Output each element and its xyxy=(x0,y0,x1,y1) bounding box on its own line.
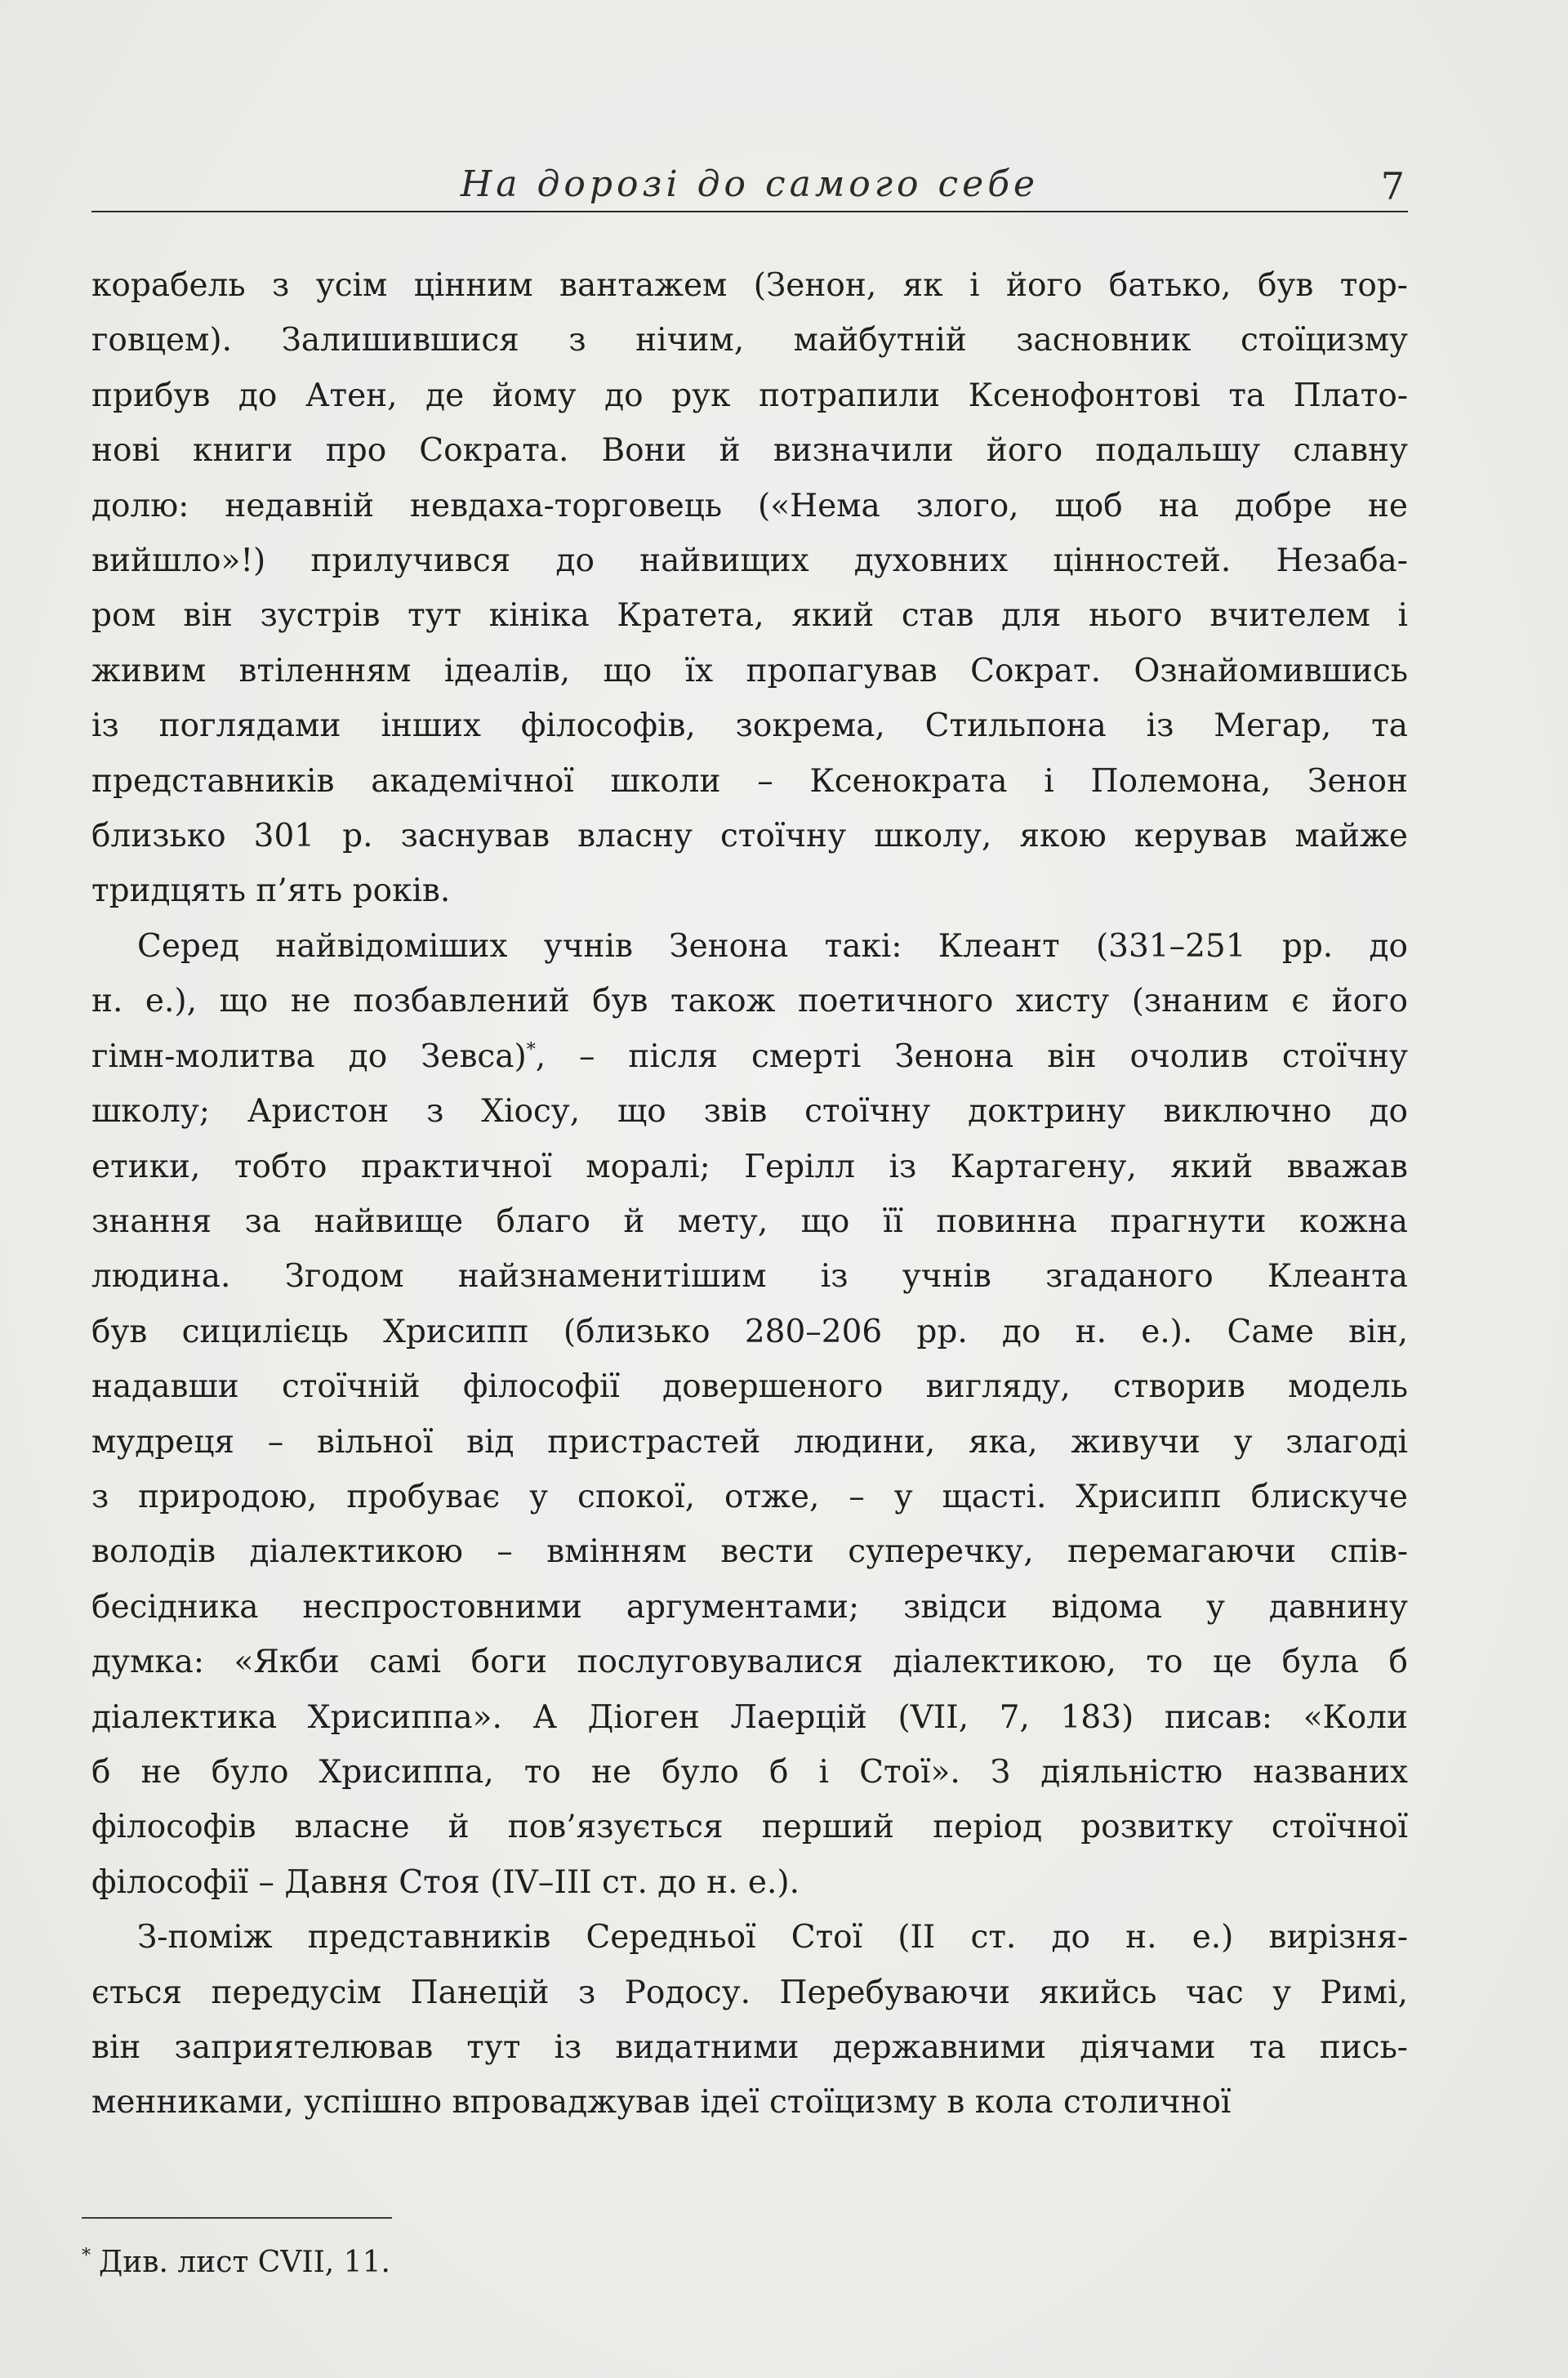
text-line: ром він зустрів тут кініка Кратета, який став для нього вчителем і xyxy=(91,597,1408,635)
text-line: думка: «Якби самі боги послуговувалися діалектикою, то це була б xyxy=(91,1644,1408,1681)
text-line: діалектика Хрисиппа». А Діоген Лаерцій (VII, 7, 183) писав: «Коли xyxy=(91,1698,1408,1736)
text-line: б не було Хрисиппа, то не було б і Стої». З діяльністю названих xyxy=(91,1753,1408,1791)
running-head xyxy=(91,160,1408,212)
footnote xyxy=(82,2242,390,2283)
text-line: знання за найвище благо й мету, що її повинна прагнути кожна xyxy=(91,1202,1408,1240)
text-line: близько 301 р. заснував власну стоїчну школу, якою керував майже xyxy=(91,818,1408,855)
text-line: представників академічної школи – Ксенократа і Полемона, Зенон xyxy=(91,762,1408,800)
text-line: прибув до Атен, де йому до рук потрапили Ксенофонтові та Плато- xyxy=(91,377,1408,414)
footnote-reference: * xyxy=(526,1039,536,1060)
running-title: На дорозі до самого себе xyxy=(460,163,1040,205)
text-line: З-поміж представників Середньої Стої (II ст. до н. е.) вирізня- xyxy=(137,1919,1408,1956)
text-line: етики, тобто практичної моралі; Герілл із Картагену, який вважав xyxy=(91,1148,1408,1185)
body-text xyxy=(91,258,1408,2130)
paragraph xyxy=(91,1910,1408,2130)
text-line: школу; Аристон з Хіосу, що звів стоїчну доктрину виключно до xyxy=(91,1093,1408,1131)
text-line: володів діалектикою – вмінням вести суперечку, перемагаючи спів- xyxy=(91,1533,1408,1571)
text-line: менниками, успішно впроваджував ідеї стоїцизму в кола столичної xyxy=(91,2084,1232,2121)
text-line: долю: недавній невдаха-торговець («Нема злого, щоб на добре не xyxy=(91,487,1408,524)
text-line: говцем). Залишившися з нічим, майбутній засновник стоїцизму xyxy=(91,322,1408,359)
text-line: живим втіленням ідеалів, що їх пропагував Сократ. Ознайомившись xyxy=(91,652,1408,689)
text-line: філософів власне й пов’язується перший період розвитку стоїчної xyxy=(91,1809,1408,1846)
text-line: вийшло»!) прилучився до найвищих духовних цінностей. Незаба- xyxy=(91,542,1408,580)
paragraph xyxy=(91,919,1408,1910)
text-line: тридцять п’ять років. xyxy=(91,872,451,910)
text-line: нові книги про Сократа. Вони й визначили його подальшу славну xyxy=(91,432,1408,470)
text-line: людина. Згодом найзнаменитішим із учнів згаданого Клеанта xyxy=(91,1258,1408,1296)
page-number: 7 xyxy=(1380,164,1405,208)
text-line: з природою, пробуває у спокої, отже, – у щасті. Хрисипп блискуче xyxy=(91,1478,1408,1515)
footnote-text: Див. лист CVII, 11. xyxy=(99,2246,390,2279)
text-line: корабель з усім цінним вантажем (Зенон, як і його батько, був тор- xyxy=(91,267,1408,304)
text-line: він заприятелював тут із видатними державними діячами та пись- xyxy=(91,2029,1408,2066)
text-line: гімн-молитва до Зевса)*, – після смерті Зенона він очолив стоїчну xyxy=(91,1037,1408,1075)
text-line: надавши стоїчній філософії довершеного вигляду, створив модель xyxy=(91,1368,1408,1406)
text-line: ється передусім Панецій з Родосу. Перебуваючи якийсь час у Римі, xyxy=(91,1974,1408,2011)
text-line: мудреця – вільної від пристрастей людини, яка, живучи у злагоді xyxy=(91,1423,1408,1461)
text-line: Серед найвідоміших учнів Зенона такі: Клеант (331–251 рр. до xyxy=(137,927,1408,965)
text-line: н. е.), що не позбавлений був також поетичного хисту (знаним є його xyxy=(91,983,1408,1020)
text-line: із поглядами інших філософів, зокрема, Стильпона із Мегар, та xyxy=(91,707,1408,745)
footnote-mark: * xyxy=(82,2246,91,2266)
paragraph xyxy=(91,258,1408,919)
text-line: був сицилієць Хрисипп (близько 280–206 рр. до н. е.). Саме він, xyxy=(91,1313,1408,1350)
text-line: бесідника неспростовними аргументами; звідси відома у давнину xyxy=(91,1588,1408,1626)
text-line: філософії – Давня Стоя (IV–III ст. до н. е.). xyxy=(91,1863,800,1901)
footnote-rule xyxy=(82,2217,392,2219)
